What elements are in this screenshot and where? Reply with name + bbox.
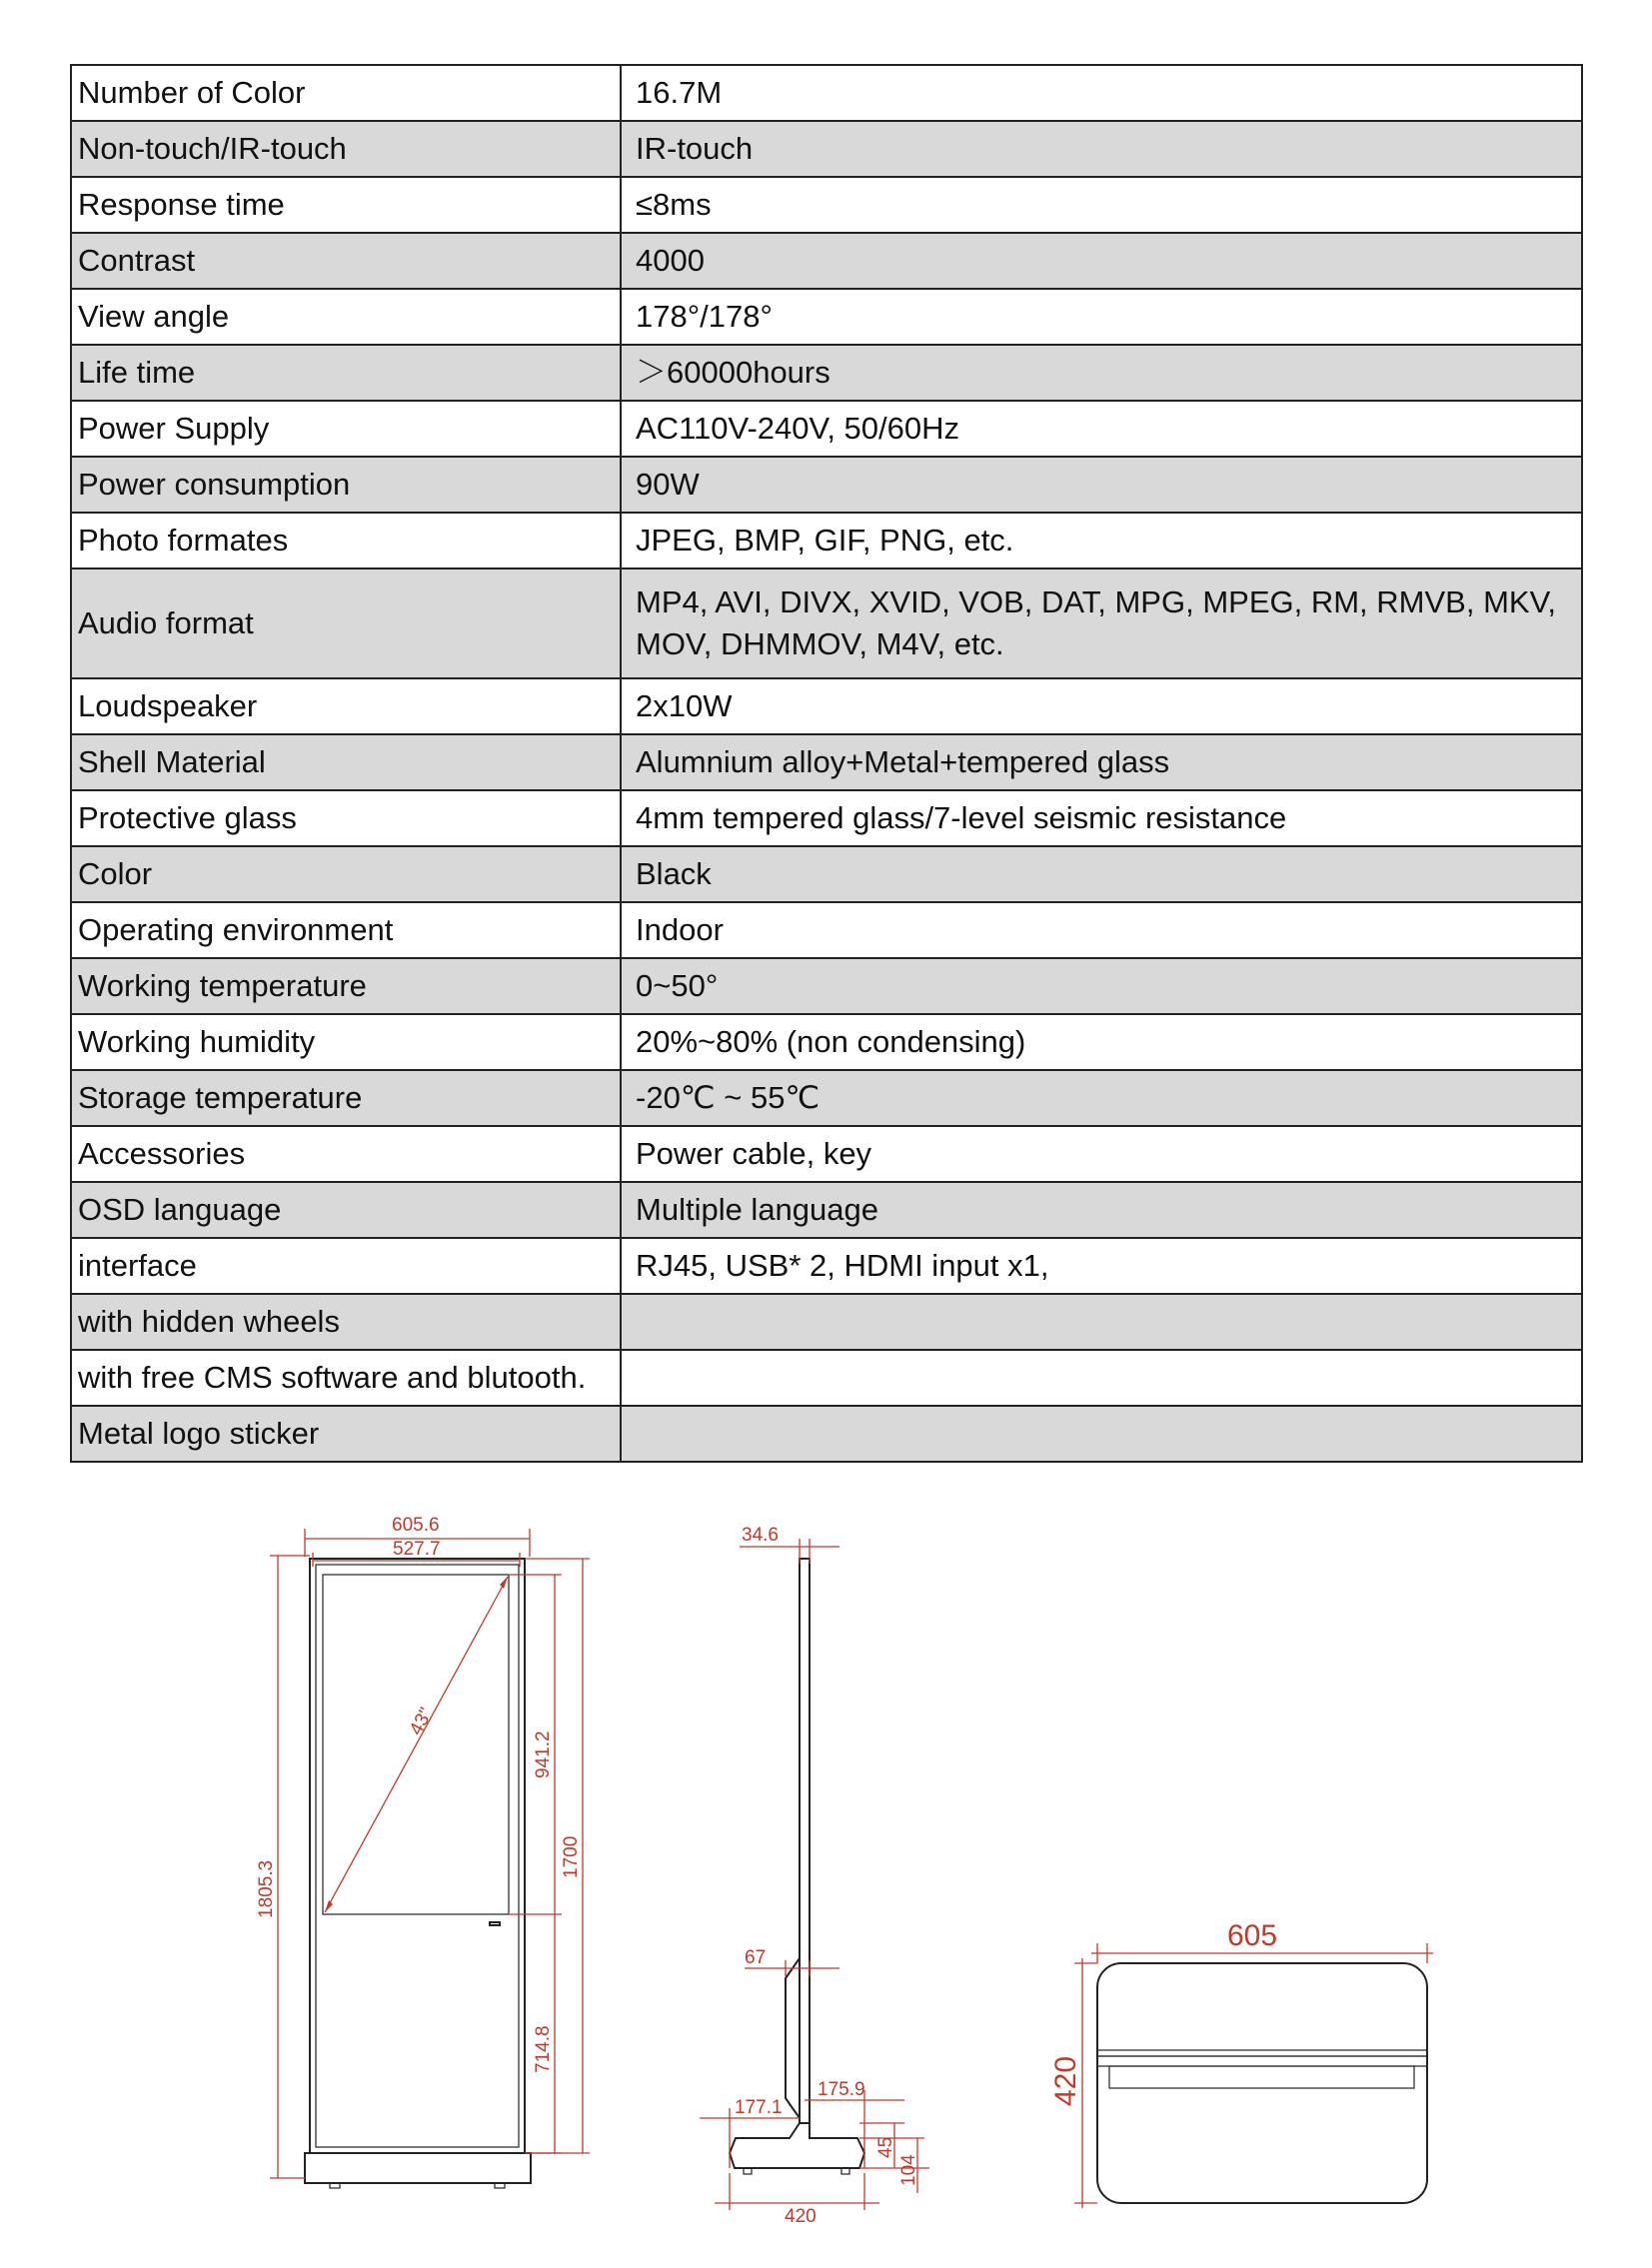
side-base-depth: 420 <box>785 2206 817 2227</box>
spec-label: Working humidity <box>71 1014 621 1070</box>
spec-label: Operating environment <box>71 902 621 958</box>
top-depth: 420 <box>1049 2055 1082 2106</box>
spec-row <box>71 401 1582 457</box>
spec-label: with free CMS software and blutooth. <box>71 1350 621 1406</box>
spec-value: Power cable, key <box>621 1126 1582 1182</box>
spec-row <box>71 121 1582 177</box>
spec-value: Multiple language <box>621 1182 1582 1238</box>
front-width-outer: 605.6 <box>392 1515 440 1536</box>
top-width: 605 <box>1227 1919 1278 1952</box>
side-lower-depth: 67 <box>745 1947 767 1968</box>
spec-label: Working temperature <box>71 958 621 1014</box>
spec-label: Storage temperature <box>71 1070 621 1126</box>
front-width-screen: 527.7 <box>393 1539 441 1560</box>
spec-value: ≤8ms <box>621 177 1582 233</box>
spec-row <box>71 846 1582 902</box>
spec-value: JPEG, BMP, GIF, PNG, etc. <box>621 513 1582 568</box>
side-base-back: 175.9 <box>818 2079 865 2100</box>
spec-row <box>71 790 1582 846</box>
spec-value: AC110V-240V, 50/60Hz <box>621 401 1582 457</box>
side-base-height-b: 104 <box>898 2154 919 2186</box>
spec-value: 4mm tempered glass/7-level seismic resistance <box>621 790 1582 846</box>
spec-label: Shell Material <box>71 734 621 790</box>
spec-label: View angle <box>71 289 621 345</box>
spec-label: with hidden wheels <box>71 1294 621 1350</box>
spec-value: 20%~80% (non condensing) <box>621 1014 1582 1070</box>
spec-label: Photo formates <box>71 513 621 568</box>
spec-value: -20℃ ~ 55℃ <box>621 1070 1582 1126</box>
spec-row <box>71 902 1582 958</box>
spec-label: interface <box>71 1238 621 1294</box>
spec-value: Black <box>621 846 1582 902</box>
front-lower-height: 714.8 <box>533 2025 554 2073</box>
side-base-height-a: 45 <box>875 2136 896 2158</box>
spec-row <box>71 289 1582 345</box>
front-screen-height: 941.2 <box>533 1730 554 1778</box>
front-total-height: 1805.3 <box>256 1859 277 1918</box>
spec-label: Life time <box>71 345 621 401</box>
spec-row <box>71 1126 1582 1182</box>
spec-value <box>621 1294 1582 1350</box>
spec-table <box>70 64 1583 1463</box>
spec-row <box>71 177 1582 233</box>
front-body-height: 1700 <box>561 1835 582 1878</box>
spec-label: Number of Color <box>71 65 621 121</box>
spec-label: Metal logo sticker <box>71 1406 621 1462</box>
spec-value: 90W <box>621 457 1582 513</box>
spec-label: Power Supply <box>71 401 621 457</box>
spec-row <box>71 1070 1582 1126</box>
spec-row <box>71 568 1582 678</box>
spec-value: 4000 <box>621 233 1582 289</box>
spec-row <box>71 233 1582 289</box>
spec-label: Accessories <box>71 1126 621 1182</box>
spec-value: 2x10W <box>621 678 1582 734</box>
spec-row <box>71 678 1582 734</box>
spec-label: Loudspeaker <box>71 678 621 734</box>
spec-label: Power consumption <box>71 457 621 513</box>
spec-label: Contrast <box>71 233 621 289</box>
spec-value: 16.7M <box>621 65 1582 121</box>
front-diagonal: 43" <box>405 1703 438 1739</box>
side-thickness: 34.6 <box>742 1525 779 1546</box>
spec-value <box>621 1406 1582 1462</box>
front-view <box>270 1529 590 2188</box>
spec-value: ＞60000hours <box>621 345 1582 401</box>
spec-value: RJ45, USB* 2, HDMI input x1, <box>621 1238 1582 1294</box>
spec-row <box>71 1014 1582 1070</box>
spec-row <box>71 1238 1582 1294</box>
spec-value: 178°/178° <box>621 289 1582 345</box>
spec-label: Audio format <box>71 568 621 678</box>
spec-row <box>71 1406 1582 1462</box>
spec-label: Color <box>71 846 621 902</box>
spec-value: IR-touch <box>621 121 1582 177</box>
spec-row <box>71 513 1582 568</box>
spec-label: Non-touch/IR-touch <box>71 121 621 177</box>
spec-value: 0~50° <box>621 958 1582 1014</box>
spec-value: MP4, AVI, DIVX, XVID, VOB, DAT, MPG, MPEG, RM, RMVB, MKV, MOV, DHMMOV, M4V, etc. <box>621 568 1582 678</box>
top-view <box>1074 1943 1433 2208</box>
spec-row <box>71 65 1582 121</box>
spec-row <box>71 457 1582 513</box>
spec-row <box>71 958 1582 1014</box>
side-base-front: 177.1 <box>735 2097 783 2118</box>
spec-value: Alumnium alloy+Metal+tempered glass <box>621 734 1582 790</box>
spec-value: Indoor <box>621 902 1582 958</box>
spec-row <box>71 734 1582 790</box>
spec-row <box>71 345 1582 401</box>
spec-label: Protective glass <box>71 790 621 846</box>
spec-label: OSD language <box>71 1182 621 1238</box>
spec-row <box>71 1182 1582 1238</box>
spec-row <box>71 1294 1582 1350</box>
dimension-drawings <box>0 1479 1652 2268</box>
spec-value <box>621 1350 1582 1406</box>
spec-label: Response time <box>71 177 621 233</box>
spec-row <box>71 1350 1582 1406</box>
